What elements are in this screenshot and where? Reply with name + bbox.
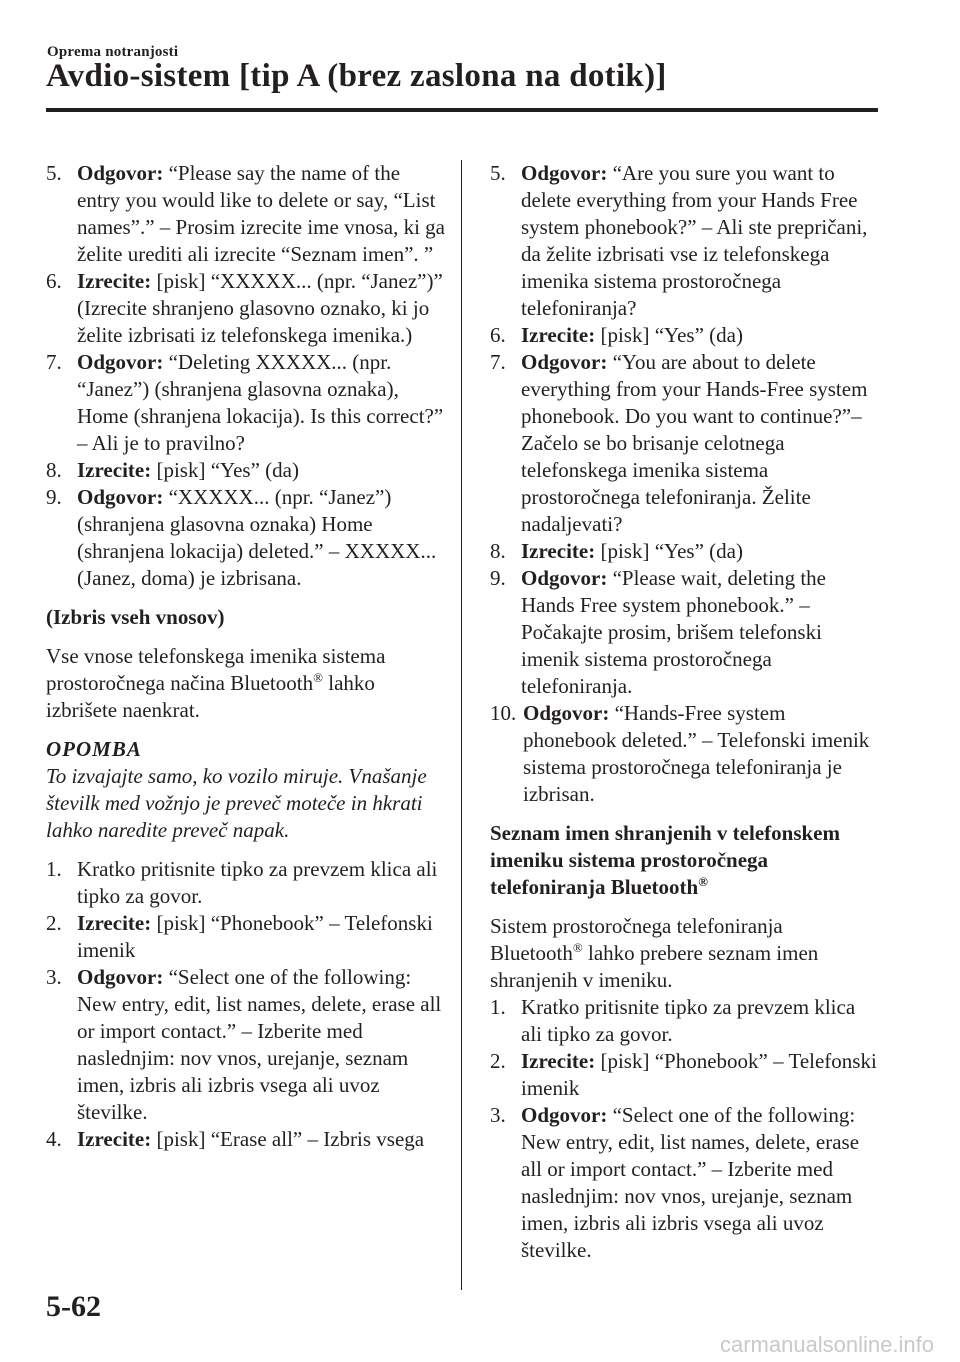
- section-label: Oprema notranjosti: [47, 44, 179, 60]
- paragraph-text: lahko prebere seznam imen shranjenih v imeniku.: [490, 941, 819, 992]
- registered-mark: ®: [698, 874, 708, 889]
- step-number: 7.: [490, 350, 506, 374]
- step-number: 5.: [46, 161, 62, 185]
- step-label: Odgovor:: [523, 701, 610, 725]
- step-number: 3.: [46, 965, 62, 989]
- step-number: 4.: [46, 1127, 62, 1151]
- step-4: [46, 1126, 446, 1153]
- step-text: [pisk] “Phonebook” – Telefonski imenik: [77, 911, 433, 962]
- step-label: Izrecite:: [521, 539, 596, 563]
- step-text: “Deleting XXXXX... (npr. “Janez”) (shranjena glasovna oznaka), Home (shranjena lokacija). Is this correct?” – Ali je to pravilno?: [77, 350, 444, 455]
- step-label: Odgovor:: [77, 161, 164, 185]
- step-number: 1.: [490, 995, 506, 1019]
- step-number: 2.: [46, 911, 62, 935]
- step-number: 10.: [490, 701, 517, 725]
- step-text: “XXXXX... (npr. “Janez”) (shranjena glasovna oznaka) Home (shranjena lokacija) deleted.” – XXXXX... (Janez, doma) je izbrisana.: [77, 485, 437, 590]
- watermark: carmanualsonline.info: [719, 1332, 934, 1357]
- step-label: Izrecite:: [77, 269, 152, 293]
- step-1: [46, 856, 446, 910]
- column-divider: [461, 160, 462, 1290]
- step-text: [pisk] “XXXXX... (npr. “Janez”)” (Izrecite shranjeno glasovno oznako, ki jo želite izbrisati iz telefonskega imenika.): [77, 269, 443, 347]
- step-label: Izrecite:: [521, 1049, 596, 1073]
- step-text: “Are you sure you want to delete everything from your Hands Free system phonebook?” – Ali ste prepričani, da želite izbrisati vse iz telefonskega imenika sistema prostoročnega telefoniranja?: [521, 161, 868, 320]
- step-6: [490, 322, 878, 349]
- step-3: [46, 964, 446, 1126]
- step-number: 2.: [490, 1049, 506, 1073]
- paragraph-text: lahko izbrišete naenkrat.: [46, 671, 375, 722]
- registered-mark: ®: [313, 670, 323, 685]
- step-1: [490, 994, 878, 1048]
- registered-mark: ®: [572, 940, 583, 955]
- step-10: [490, 700, 878, 808]
- step-8: [46, 457, 446, 484]
- step-text: [pisk] “Yes” (da): [595, 323, 743, 347]
- step-text: Kratko pritisnite tipko za prevzem klica ali tipko za govor.: [77, 857, 438, 908]
- step-text: Kratko pritisnite tipko za prevzem klica ali tipko za govor.: [521, 995, 856, 1046]
- page-title: Avdio-sistem [tip A (brez zaslona na dotik)]: [46, 58, 667, 94]
- step-label: Odgovor:: [77, 965, 164, 989]
- step-label: Izrecite:: [77, 458, 152, 482]
- section-heading: [490, 820, 878, 901]
- step-text: “Please say the name of the entry you would like to delete or say, “List names”.” – Prosim izrecite ime vnosa, ki ga želite urediti ali izrecite “Seznam imen”. ”: [77, 161, 445, 266]
- paragraph: [46, 643, 446, 724]
- step-text: [pisk] “Phonebook” – Telefonski imenik: [521, 1049, 877, 1100]
- step-9: [490, 565, 878, 700]
- step-number: 5.: [490, 161, 506, 185]
- header-rule: [46, 108, 878, 112]
- page-number: 5-62: [46, 1290, 101, 1323]
- step-number: 8.: [46, 458, 62, 482]
- paragraph-text: Vse vnose telefonskega imenika sistema prostoročnega načina Bluetooth: [46, 644, 386, 695]
- step-label: Odgovor:: [77, 350, 164, 374]
- step-text: “Select one of the following: New entry, edit, list names, delete, erase all or import contact.” – Izberite med naslednjim: nov vnos, urejanje, seznam imen, izbris ali izbris vsega ali uvoz številke.: [77, 965, 442, 1124]
- section-heading: (Izbris vseh vnosov): [46, 605, 225, 629]
- paragraph: [490, 913, 878, 994]
- step-number: 9.: [490, 566, 506, 590]
- paragraph-text: Sistem prostoročnega telefoniranja Bluetooth: [490, 914, 783, 965]
- right-column: [490, 160, 878, 1264]
- step-text: [pisk] “Yes” (da): [151, 458, 299, 482]
- note-title: OPOMBA: [46, 737, 142, 761]
- step-9: [46, 484, 446, 592]
- step-text: “Hands-Free system phonebook deleted.” – Telefonski imenik sistema prostoročnega telefoniranja je izbrisan.: [523, 701, 870, 806]
- step-number: 8.: [490, 539, 506, 563]
- step-label: Odgovor:: [521, 1103, 608, 1127]
- step-label: Odgovor:: [521, 161, 608, 185]
- step-7: [46, 349, 446, 457]
- step-5: [46, 160, 446, 268]
- step-number: 7.: [46, 350, 62, 374]
- step-7: [490, 349, 878, 538]
- step-2: [490, 1048, 878, 1102]
- step-label: Odgovor:: [521, 350, 608, 374]
- note-text: To izvajajte samo, ko vozilo miruje. Vnašanje številk med vožnjo je preveč moteče in hkrati lahko naredite preveč napak.: [46, 764, 427, 842]
- step-text: “Please wait, deleting the Hands Free system phonebook.” – Počakajte prosim, brišem telefonski imenik sistema prostoročnega telefoniranja.: [521, 566, 827, 698]
- step-3: [490, 1102, 878, 1264]
- step-text: “You are about to delete everything from your Hands-Free system phonebook. Do you want to continue?”– Začelo se bo brisanje celotnega telefonskega imenika sistema prostoročnega telefoniranja. Želite nadaljevati?: [521, 350, 868, 536]
- step-label: Izrecite:: [521, 323, 596, 347]
- left-column: [46, 160, 446, 1153]
- step-number: 1.: [46, 857, 62, 881]
- step-6: [46, 268, 446, 349]
- step-8: [490, 538, 878, 565]
- step-label: Izrecite:: [77, 1127, 152, 1151]
- step-number: 3.: [490, 1103, 506, 1127]
- step-text: [pisk] “Yes” (da): [595, 539, 743, 563]
- heading-text: Seznam imen shranjenih v telefonskem imeniku sistema prostoročnega telefoniranja Bluetooth: [490, 821, 840, 899]
- step-2: [46, 910, 446, 964]
- step-number: 6.: [490, 323, 506, 347]
- step-label: Odgovor:: [77, 485, 164, 509]
- step-text: [pisk] “Erase all” – Izbris vsega: [151, 1127, 425, 1151]
- step-number: 9.: [46, 485, 62, 509]
- step-5: [490, 160, 878, 322]
- step-label: Izrecite:: [77, 911, 152, 935]
- step-number: 6.: [46, 269, 62, 293]
- step-label: Odgovor:: [521, 566, 608, 590]
- step-text: “Select one of the following: New entry, edit, list names, delete, erase all or import contact.” – Izberite med naslednjim: nov vnos, urejanje, seznam imen, izbris ali izbris vsega ali uvoz številke.: [521, 1103, 860, 1262]
